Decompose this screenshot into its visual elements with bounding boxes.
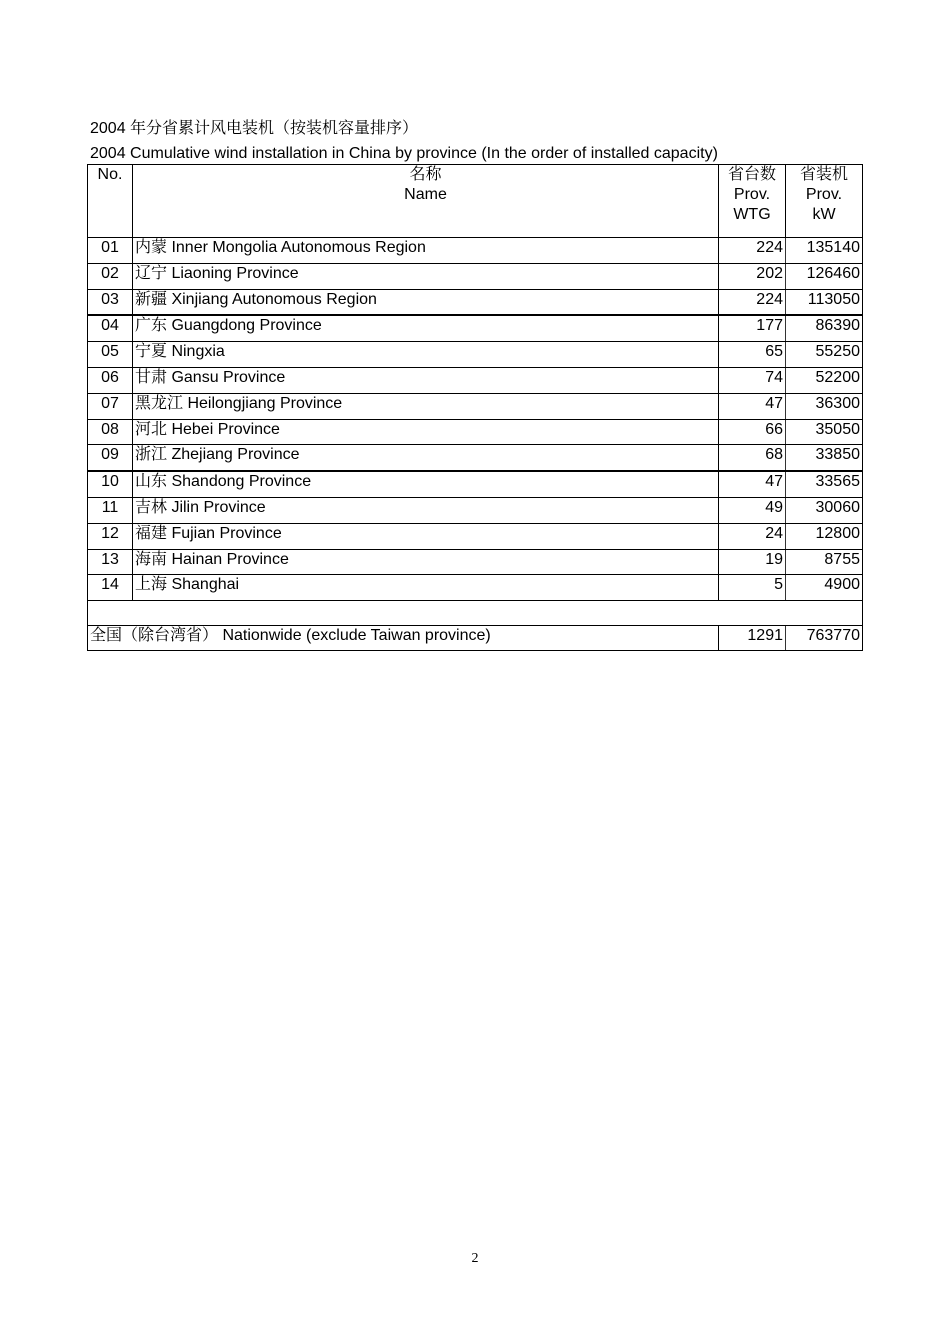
row-kw: 113050 bbox=[786, 289, 863, 315]
header-no bbox=[88, 165, 133, 238]
header-wtg-en2: WTG bbox=[733, 206, 771, 223]
row-no: 11 bbox=[88, 497, 133, 523]
row-no: 05 bbox=[88, 342, 133, 368]
row-kw: 36300 bbox=[786, 393, 863, 419]
table-row bbox=[88, 315, 863, 341]
row-kw: 135140 bbox=[786, 238, 863, 264]
row-name: 新疆 Xinjiang Autonomous Region bbox=[133, 289, 719, 315]
row-name: 浙江 Zhejiang Province bbox=[133, 445, 719, 471]
row-name: 河北 Hebei Province bbox=[133, 419, 719, 445]
row-kw: 8755 bbox=[786, 549, 863, 575]
header-wtg-cn: 省台数 bbox=[727, 166, 776, 183]
row-kw: 126460 bbox=[786, 263, 863, 289]
table-title-chinese: 2004 年分省累计风电装机（按装机容量排序） bbox=[90, 120, 419, 137]
table-row bbox=[88, 549, 863, 575]
table-row bbox=[88, 471, 863, 497]
total-wtg: 1291 bbox=[719, 626, 786, 651]
table-row bbox=[88, 263, 863, 289]
row-wtg: 202 bbox=[719, 263, 786, 289]
row-no: 09 bbox=[88, 445, 133, 471]
row-name: 吉林 Jilin Province bbox=[133, 497, 719, 523]
table-row bbox=[88, 289, 863, 315]
row-name: 辽宁 Liaoning Province bbox=[133, 263, 719, 289]
row-wtg: 224 bbox=[719, 289, 786, 315]
header-prov-kw bbox=[786, 165, 863, 238]
row-wtg: 49 bbox=[719, 497, 786, 523]
blank-row bbox=[88, 601, 863, 626]
header-no-label: No. bbox=[97, 166, 123, 183]
row-wtg: 19 bbox=[719, 549, 786, 575]
row-no: 07 bbox=[88, 393, 133, 419]
row-no: 06 bbox=[88, 367, 133, 393]
row-wtg: 224 bbox=[719, 238, 786, 264]
row-no: 10 bbox=[88, 471, 133, 497]
table-row bbox=[88, 575, 863, 601]
row-wtg: 66 bbox=[719, 419, 786, 445]
row-name: 内蒙 Inner Mongolia Autonomous Region bbox=[133, 238, 719, 264]
row-name: 上海 Shanghai bbox=[133, 575, 719, 601]
row-no: 01 bbox=[88, 238, 133, 264]
row-no: 14 bbox=[88, 575, 133, 601]
row-wtg: 74 bbox=[719, 367, 786, 393]
row-wtg: 65 bbox=[719, 342, 786, 368]
row-name: 甘肃 Gansu Province bbox=[133, 367, 719, 393]
total-row bbox=[88, 626, 863, 651]
row-kw: 35050 bbox=[786, 419, 863, 445]
header-wtg-en1: Prov. bbox=[733, 186, 771, 203]
row-kw: 52200 bbox=[786, 367, 863, 393]
row-wtg: 47 bbox=[719, 471, 786, 497]
row-wtg: 5 bbox=[719, 575, 786, 601]
row-no: 02 bbox=[88, 263, 133, 289]
wind-installation-table bbox=[87, 164, 863, 651]
table-row bbox=[88, 497, 863, 523]
table-title-english: 2004 Cumulative wind installation in China by province (In the order of installed capacity) bbox=[90, 145, 718, 162]
row-no: 08 bbox=[88, 419, 133, 445]
blank-cell bbox=[88, 601, 863, 626]
row-name: 宁夏 Ningxia bbox=[133, 342, 719, 368]
row-kw: 12800 bbox=[786, 523, 863, 549]
header-name-cn: 名称 bbox=[409, 166, 442, 183]
row-kw: 33565 bbox=[786, 471, 863, 497]
header-prov-wtg bbox=[719, 165, 786, 238]
total-kw: 763770 bbox=[786, 626, 863, 651]
row-name: 广东 Guangdong Province bbox=[133, 315, 719, 341]
row-kw: 55250 bbox=[786, 342, 863, 368]
page-number: 2 bbox=[471, 1251, 479, 1266]
row-name: 福建 Fujian Province bbox=[133, 523, 719, 549]
row-name: 海南 Hainan Province bbox=[133, 549, 719, 575]
row-no: 13 bbox=[88, 549, 133, 575]
row-wtg: 177 bbox=[719, 315, 786, 341]
row-name: 山东 Shandong Province bbox=[133, 471, 719, 497]
row-kw: 4900 bbox=[786, 575, 863, 601]
row-wtg: 24 bbox=[719, 523, 786, 549]
table-row bbox=[88, 367, 863, 393]
table-row bbox=[88, 523, 863, 549]
table-row bbox=[88, 445, 863, 471]
row-name: 黑龙江 Heilongjiang Province bbox=[133, 393, 719, 419]
row-no: 12 bbox=[88, 523, 133, 549]
table-header-row bbox=[88, 165, 863, 238]
row-no: 04 bbox=[88, 315, 133, 341]
row-wtg: 68 bbox=[719, 445, 786, 471]
header-kw-en1: Prov. bbox=[805, 186, 843, 203]
table-row bbox=[88, 393, 863, 419]
row-wtg: 47 bbox=[719, 393, 786, 419]
row-kw: 33850 bbox=[786, 445, 863, 471]
table-row bbox=[88, 419, 863, 445]
header-kw-cn: 省装机 bbox=[799, 166, 848, 183]
row-no: 03 bbox=[88, 289, 133, 315]
row-kw: 30060 bbox=[786, 497, 863, 523]
table-row bbox=[88, 342, 863, 368]
header-name-en: Name bbox=[404, 186, 447, 203]
table-row bbox=[88, 238, 863, 264]
row-kw: 86390 bbox=[786, 315, 863, 341]
header-kw-en2: kW bbox=[812, 206, 836, 223]
header-name bbox=[133, 165, 719, 238]
total-label: 全国（除台湾省） Nationwide (exclude Taiwan province) bbox=[88, 626, 719, 651]
